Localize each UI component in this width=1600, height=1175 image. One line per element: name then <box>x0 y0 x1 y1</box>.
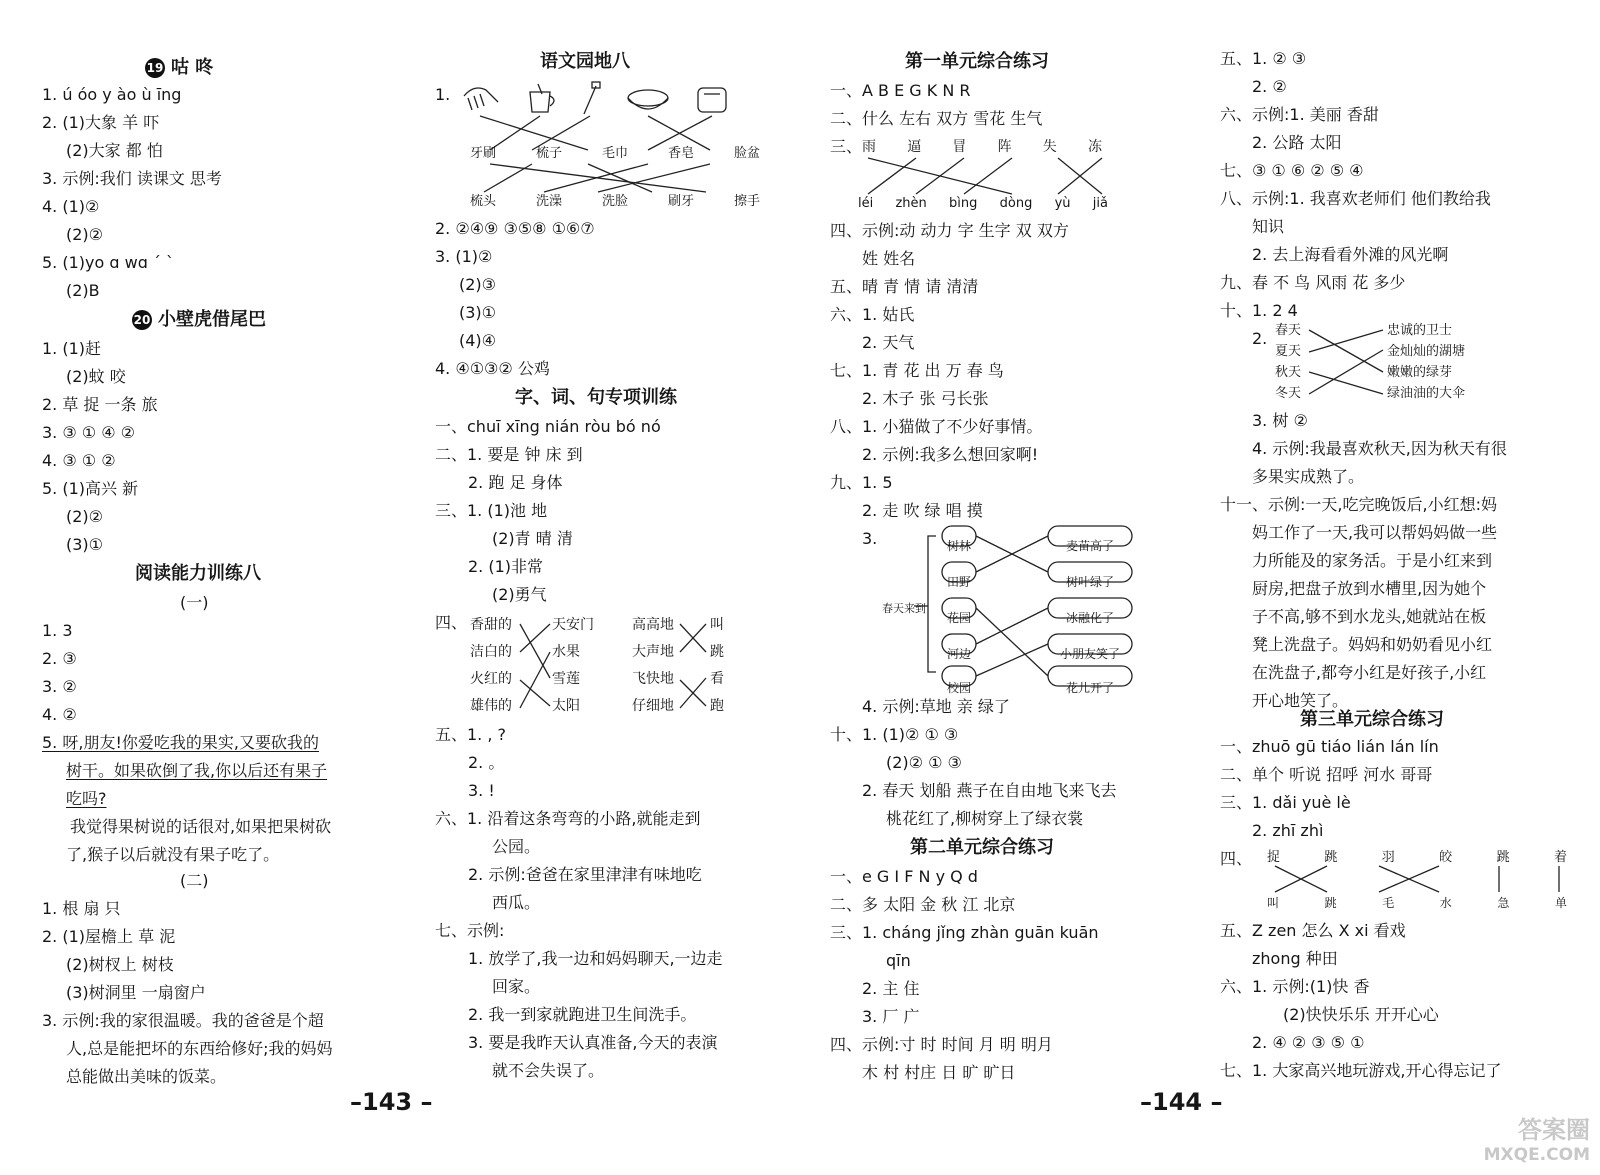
column-3 <box>810 0 1223 1175</box>
answer-line: 十、1. (1)② ① ③ <box>830 725 959 744</box>
answer-line: (2)快快乐乐 开开心心 <box>1283 1005 1439 1024</box>
answer-line: 2. 春天 划船 燕子在自由地飞来飞去 <box>862 781 1117 800</box>
answer-line: 多果实成熟了。 <box>1252 467 1365 486</box>
match-word: 看 <box>710 671 724 687</box>
answer-line: 了,猴子以后就没有果子吃了。 <box>66 845 280 864</box>
answer-line: 一、chuī xīng nián ròu bó nó <box>435 417 661 436</box>
node-label: 花园 <box>946 611 971 625</box>
answer-line: (2)树杈上 树枝 <box>66 955 174 974</box>
answer-line: 2. 。 <box>468 753 505 772</box>
answer-line: 厨房,把盘子放到水槽里,因为她个 <box>1252 579 1487 598</box>
answer-line: 就不会失误了。 <box>492 1061 605 1080</box>
answer-line: 1. 放学了,我一边和妈妈聊天,一边走 <box>468 949 723 968</box>
answer-line: (3)① <box>459 303 497 322</box>
match-lines <box>518 612 748 722</box>
answer-line: 五、Z zen 怎么 X xi 看戏 <box>1220 921 1406 940</box>
char-match-lines <box>1267 864 1567 894</box>
answer-line: 妈工作了一天,我可以帮妈妈做一些 <box>1252 523 1498 542</box>
match-col-left <box>470 612 512 720</box>
answer-line: 二、多 太阳 金 秋 江 北京 <box>830 895 1016 914</box>
answer-line: zhong 种田 <box>1252 949 1338 968</box>
answer-line: 七、示例: <box>435 921 505 940</box>
answer-line: 2. 我一到家就跑进卫生间洗手。 <box>468 1005 697 1024</box>
bottom-word: 梳头 <box>470 194 497 209</box>
answer-line: 二、什么 左右 双方 雪花 生气 <box>830 109 1043 128</box>
column-2 <box>400 0 800 1175</box>
match-word: 跑 <box>710 698 724 714</box>
answer-line: (2)青 晴 清 <box>492 529 573 548</box>
answer-line: 七、1. 青 花 出 万 春 鸟 <box>830 361 1004 380</box>
answer-line: 力所能及的家务活。于是小红来到 <box>1252 551 1493 570</box>
bottom-word: 擦手 <box>733 194 760 209</box>
mid-row <box>470 142 760 161</box>
match-word: 香甜的 <box>470 617 512 633</box>
node-label: 校园 <box>946 681 971 695</box>
answer-line: 2. 示例:爸爸在家里津津有味地吃 <box>468 865 702 884</box>
answer-line: 三、1. (1)池 地 <box>435 501 548 520</box>
match-word: 飞快地 <box>632 671 674 687</box>
section-title: 第一单元综合练习 <box>905 51 1049 72</box>
answer-line: 人,总是能把坏的东西给修好;我的妈妈 <box>66 1039 333 1058</box>
answer-line: 2. 示例:我多么想回家啊! <box>862 445 1039 464</box>
answer-line: 六、示例:1. 美丽 香甜 <box>1220 105 1379 124</box>
answer-line: 2. 天气 <box>862 333 915 352</box>
node-label: 麦苗高了 <box>1065 539 1114 553</box>
answer-line: 五、1. ② ③ <box>1220 49 1307 68</box>
char: 皎 <box>1439 850 1453 865</box>
answer-line: 开心地笑了。 <box>1252 691 1349 710</box>
match-word: 水果 <box>552 644 580 660</box>
section-title: 阅读能力训练八 <box>135 563 261 584</box>
answer-line: 3. <box>862 529 878 548</box>
answer-line: 2. ② <box>1252 77 1287 96</box>
answer-line: 2. 主 住 <box>862 979 920 998</box>
answer-line: 2. 草 捉 一条 旅 <box>42 395 158 414</box>
section-title: 第三单元综合练习 <box>1300 709 1444 730</box>
match-word: 大声地 <box>632 644 674 660</box>
char: 水 <box>1439 896 1452 910</box>
answer-line: 四、 <box>435 613 468 632</box>
pinyin: yù <box>1054 196 1071 211</box>
answer-line: 5. 呀,朋友!你爱吃我的果实,又要砍我的 <box>42 733 319 752</box>
answer-line: 2. (1)非常 <box>468 557 544 576</box>
page-number: –144 – <box>1140 1088 1223 1116</box>
lesson-20-heading: 20 小壁虎借尾巴 <box>133 309 266 330</box>
answer-line: 十一、示例:一天,吃完晚饭后,小红想:妈 <box>1220 495 1497 514</box>
answer-line: 六、1. 示例:(1)快 香 <box>1220 977 1370 996</box>
answer-line: 一、zhuō gū tiáo lián lán lín <box>1220 737 1439 756</box>
match-word: 仔细地 <box>632 698 674 714</box>
node-label: 河边 <box>946 647 971 661</box>
answer-line: 4. ② <box>42 705 77 724</box>
pinyin: bìng <box>949 196 978 211</box>
answer-line: 5. (1)高兴 新 <box>42 479 139 498</box>
answer-line: 四、 <box>1220 849 1253 868</box>
answer-line: 2. ③ <box>42 649 77 668</box>
answer-line: 2. zhī zhì <box>1252 821 1324 840</box>
answer-line: 三、1. dǎi yuè lè <box>1220 793 1351 812</box>
answer-line: (2)B <box>66 281 100 300</box>
answer-line: 在洗盘子,都夸小红是好孩子,小红 <box>1252 663 1487 682</box>
answer-line: 4. (1)② <box>42 197 100 216</box>
answer-line: 2. (1)大象 羊 吓 <box>42 113 160 132</box>
answer-line: 3. (1)② <box>435 247 493 266</box>
answer-line: 1. (1)赶 <box>42 339 102 358</box>
lesson-number-badge: 19 <box>145 58 165 78</box>
answer-line: 3. 树 ② <box>1252 411 1308 430</box>
lesson-number-badge: 20 <box>132 310 152 330</box>
season: 夏天 <box>1275 344 1302 359</box>
match-word: 火红的 <box>470 671 512 687</box>
answer-line: 九、1. 5 <box>830 473 893 492</box>
answer-line: 3. 要是我昨天认真准备,今天的表演 <box>468 1033 718 1052</box>
answer-line: 回家。 <box>492 977 541 996</box>
char: 捉 <box>1267 850 1281 865</box>
answer-line: 四、示例:寸 时 时间 月 明 明月 <box>830 1035 1053 1054</box>
char: 阵 <box>997 139 1012 155</box>
answer-line: (2)② <box>66 225 104 244</box>
answer-line: 2. 去上海看看外滩的风光啊 <box>1252 245 1449 264</box>
answer-line: 3. ③ ① ④ ② <box>42 423 135 442</box>
node-label: 小朋友笑了 <box>1059 647 1120 661</box>
page-number: –143 – <box>350 1088 433 1116</box>
answer-line: (3)树洞里 一扇窗户 <box>66 983 206 1002</box>
pinyin: léi <box>858 196 874 211</box>
section-title: 字、词、句专项训练 <box>515 387 677 408</box>
watermark <box>1420 1110 1590 1165</box>
answer-line: (2)勇气 <box>492 585 547 604</box>
answer-line: 三、 <box>830 137 863 156</box>
node-label: 树林 <box>946 539 971 553</box>
answer-line: 3. ! <box>468 781 495 800</box>
answer-line: 总能做出美味的饭菜。 <box>66 1067 227 1086</box>
answer-line: 八、1. 小猫做了不少好事情。 <box>830 417 1043 436</box>
match-word: 天安门 <box>552 617 594 633</box>
answer-line: 2. ④ ② ③ ⑤ ① <box>1252 1033 1365 1052</box>
answer-line: 2. 跑 足 身体 <box>468 473 563 492</box>
char-row <box>862 136 1102 156</box>
answer-line: 二、单个 听说 招呼 河水 哥哥 <box>1220 765 1433 784</box>
top-char-row <box>1267 846 1567 865</box>
answer-line: 八、示例:1. 我喜欢老师们 他们教给我 <box>1220 189 1491 208</box>
answer-line: 4. 示例:我最喜欢秋天,因为秋天有很 <box>1252 439 1507 458</box>
answer-line: (2)③ <box>459 275 497 294</box>
watermark-url: MXQE.COM <box>1483 1145 1590 1165</box>
char: 单 <box>1554 896 1567 910</box>
answer-line: 1. ú óo y ào ù īng <box>42 85 182 104</box>
diagram-left-labels <box>944 528 974 704</box>
bottom-char-row <box>1267 894 1567 911</box>
pinyin: jiǎ <box>1092 196 1108 211</box>
comb-icon <box>464 88 498 110</box>
section-title: 语文园地八 <box>540 51 630 72</box>
answer-line: 七、③ ① ⑥ ② ⑤ ④ <box>1220 161 1364 180</box>
mid-word: 梳子 <box>535 146 562 161</box>
bottom-word: 洗澡 <box>535 194 562 209</box>
subsection-label: (一) <box>180 593 209 612</box>
cup-icon <box>530 84 554 112</box>
season-col <box>1275 320 1301 404</box>
description: 嫩嫩的绿芽 <box>1387 365 1453 380</box>
answer-line: qīn <box>886 951 911 970</box>
description: 忠诚的卫士 <box>1387 323 1453 338</box>
season: 春天 <box>1275 323 1302 338</box>
answer-line: 2. <box>1252 329 1268 348</box>
answer-line: 1. <box>435 85 451 104</box>
answer-line: 知识 <box>1252 217 1285 236</box>
diagram-right-labels <box>1050 528 1130 704</box>
node-label: 树叶绿了 <box>1065 575 1114 589</box>
char: 跳 <box>1324 850 1338 865</box>
char: 毛 <box>1382 896 1395 910</box>
bottom-word: 洗脸 <box>601 194 628 209</box>
char: 冒 <box>952 139 967 155</box>
watermark-logo: 答案圈 <box>1518 1116 1590 1144</box>
answer-line: 3. 示例:我们 读课文 思考 <box>42 169 222 188</box>
answer-line: (2)② ① ③ <box>886 753 962 772</box>
answer-line: 我觉得果树说的话很对,如果把果树砍 <box>70 817 332 836</box>
char: 冻 <box>1087 139 1102 155</box>
column-4 <box>1215 0 1600 1175</box>
answer-line: (2)② <box>66 507 104 526</box>
subsection-label: (二) <box>180 871 209 890</box>
char: 着 <box>1553 850 1567 865</box>
answer-line: 一、e G I F N y Q d <box>830 867 978 886</box>
answer-line: 十、1. 2 4 <box>1220 301 1298 320</box>
answer-line: 3. ② <box>42 677 77 696</box>
char: 失 <box>1042 139 1057 155</box>
description: 绿油油的大伞 <box>1387 386 1466 401</box>
match-word: 跳 <box>710 644 724 660</box>
answer-line: 1. 3 <box>42 621 73 640</box>
match-word: 雄伟的 <box>470 698 512 714</box>
char: 逼 <box>907 139 922 155</box>
answer-line: 三、1. cháng jǐng zhàn guān kuān <box>830 923 1099 942</box>
answer-line: 1. 根 扇 只 <box>42 899 121 918</box>
description: 金灿灿的湖塘 <box>1387 344 1466 359</box>
answer-line: 五、晴 青 情 请 清清 <box>830 277 979 296</box>
char: 羽 <box>1381 850 1395 865</box>
answer-line: 七、1. 大家高兴地玩游戏,开心得忘记了 <box>1220 1061 1502 1080</box>
match-word: 雪莲 <box>552 671 580 687</box>
answer-line: (4)④ <box>459 331 497 350</box>
answer-line: 2. (1)屋檐上 草 泥 <box>42 927 176 946</box>
bottom-row <box>470 190 760 209</box>
column-1 <box>0 0 433 1175</box>
answer-line: (2)蚊 咬 <box>66 367 126 386</box>
answer-line: 九、春 不 鸟 风雨 花 多少 <box>1220 273 1406 292</box>
match-word: 太阳 <box>552 698 580 714</box>
mid-word: 脸盆 <box>733 146 760 161</box>
diagram-root-label: 春天来到 <box>882 602 926 615</box>
answer-line: 3. 示例:我的家很温暖。我的爸爸是个超 <box>42 1011 324 1030</box>
basin-icon <box>628 90 668 109</box>
answer-line: 树干。如果砍倒了我,你以后还有果子 <box>66 761 328 780</box>
answer-line: 木 村 村庄 日 旷 旷日 <box>862 1063 1016 1082</box>
lesson-19-heading: 19 咕 咚 <box>146 57 214 78</box>
mid-word: 牙刷 <box>470 146 497 161</box>
toothbrush-icon <box>584 82 600 114</box>
answer-line: 4. ③ ① ② <box>42 451 116 470</box>
answer-line: 姓 姓名 <box>862 249 916 268</box>
char: 跳 <box>1496 850 1510 865</box>
answer-line: 凳上洗盘子。妈妈和奶奶看见小红 <box>1252 635 1493 654</box>
node-label: 冰融化了 <box>1065 611 1114 625</box>
char: 叫 <box>1267 896 1280 910</box>
answer-line: 2. 走 吹 绿 唱 摸 <box>862 501 983 520</box>
season-match-lines <box>1307 320 1387 406</box>
answer-line: 2. 公路 太阳 <box>1252 133 1342 152</box>
season: 冬天 <box>1275 386 1302 401</box>
answer-line: 六、1. 沿着这条弯弯的小路,就能走到 <box>435 809 701 828</box>
match-word: 叫 <box>710 617 724 633</box>
answer-line: 4. ④①③② 公鸡 <box>435 359 550 378</box>
node-label: 田野 <box>946 575 971 589</box>
pinyin: zhèn <box>895 196 927 211</box>
char: 急 <box>1497 896 1510 910</box>
match-word: 洁白的 <box>470 644 512 660</box>
answer-line: 3. 厂 广 <box>862 1007 920 1026</box>
answer-line: 2. ②④⑨ ③⑤⑧ ①⑥⑦ <box>435 219 595 238</box>
section-title: 第二单元综合练习 <box>910 837 1054 858</box>
answer-line: 公园。 <box>492 837 541 856</box>
answer-line: 4. 示例:草地 亲 绿了 <box>862 697 1010 716</box>
answer-line: (3)① <box>66 535 104 554</box>
answer-line: 一、A B E G K N R <box>830 81 971 100</box>
answer-line: 六、1. 姑氏 <box>830 305 915 324</box>
answer-line: 5. (1)yo ɑ wɑ ˊ ˋ <box>42 253 175 272</box>
towel-icon <box>698 88 726 112</box>
answer-line: (2)大家 都 怕 <box>66 141 163 160</box>
pinyin-row <box>858 196 1108 211</box>
answer-line: 五、1. , ? <box>435 725 507 744</box>
mid-word: 香皂 <box>667 146 694 161</box>
node-label: 花儿开了 <box>1065 681 1114 695</box>
answer-line: 二、1. 要是 钟 床 到 <box>435 445 583 464</box>
mid-word: 毛巾 <box>601 146 628 161</box>
answer-line: 桃花红了,柳树穿上了绿衣裳 <box>886 809 1084 828</box>
answer-line: 西瓜。 <box>492 893 541 912</box>
char: 雨 <box>862 139 876 155</box>
answer-line: 四、示例:动 动力 字 生字 双 双方 <box>830 221 1069 240</box>
pinyin-match-lines <box>862 156 1112 196</box>
season: 秋天 <box>1275 365 1302 380</box>
char: 跳 <box>1324 896 1337 910</box>
description-col <box>1387 320 1465 404</box>
match-word: 高高地 <box>632 617 674 633</box>
pinyin: dòng <box>999 196 1033 211</box>
answer-line: 子不高,够不到水龙头,她就站在板 <box>1252 607 1487 626</box>
bottom-word: 刷牙 <box>667 194 694 209</box>
answer-line: 2. 木子 张 弓长张 <box>862 389 989 408</box>
answer-line: 吃吗? <box>66 789 107 808</box>
